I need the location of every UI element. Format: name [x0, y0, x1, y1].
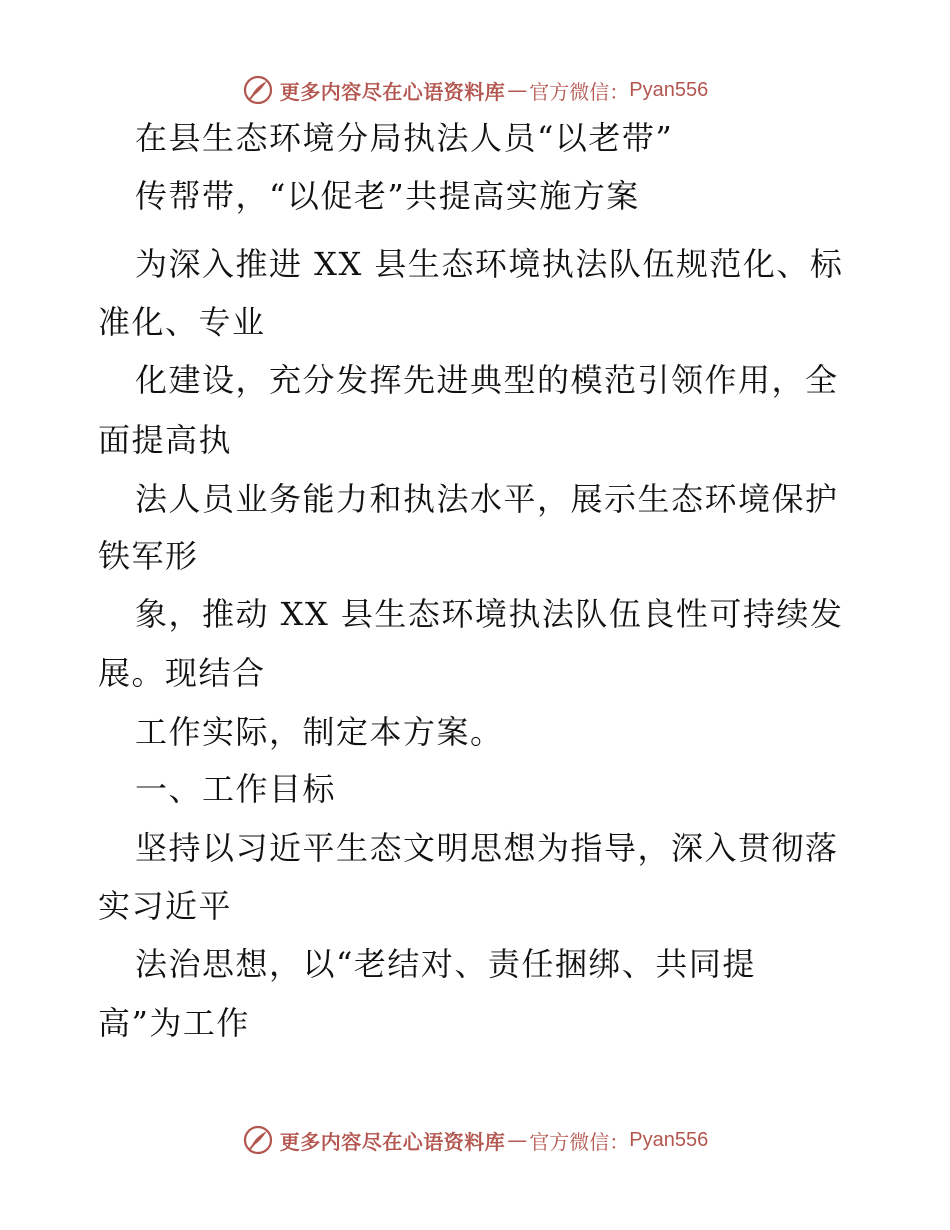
paragraph-line: 为深入推进 XX 县生态环境执法队伍规范化、标: [135, 245, 844, 283]
paragraph-line: 象，推动 XX 县生态环境执法队伍良性可持续发: [135, 595, 844, 633]
paragraph-line: 实习近平: [98, 887, 233, 925]
doc-title-line-1: 在县生态环境分局执法人员“以老带”: [135, 119, 674, 157]
paragraph-line: 展。现结合: [98, 654, 266, 692]
site-name: 更多内容尽在心语资料库: [279, 79, 506, 104]
paragraph-line: 准化、专业: [98, 303, 266, 341]
paragraph-line: 坚持以习近平生态文明思想为指导，深入贯彻落: [135, 829, 839, 867]
wechat-id: Pyan556: [629, 1128, 709, 1151]
paragraph-line: 面提高执: [98, 421, 233, 459]
header-banner: [0, 70, 950, 110]
paragraph-line: 化建设，充分发挥先进典型的模范引领作用，全: [135, 361, 839, 399]
quill-pen-logo-icon: [242, 1124, 274, 1156]
wechat-id: Pyan556: [629, 78, 709, 101]
banner-separator: —: [507, 78, 528, 102]
quill-pen-logo-icon: [242, 74, 274, 106]
wechat-label: 官方微信：: [529, 1129, 630, 1154]
paragraph-line: 工作实际，制定本方案。: [135, 713, 504, 751]
paragraph-line: 法治思想，以“老结对、责任捆绑、共同提: [135, 945, 756, 983]
site-name: 更多内容尽在心语资料库: [279, 1129, 506, 1154]
paragraph-line: 法人员业务能力和执法水平，展示生态环境保护: [135, 480, 839, 518]
banner-separator: —: [507, 1128, 528, 1152]
footer-banner: [0, 1120, 950, 1160]
paragraph-line: 铁军形: [98, 537, 199, 575]
section-heading: 一、工作目标: [135, 770, 337, 808]
wechat-label: 官方微信：: [529, 79, 630, 104]
doc-title-line-2: 传帮带，“以促老”共提高实施方案: [135, 177, 640, 215]
paragraph-line: 高”为工作: [98, 1004, 250, 1042]
